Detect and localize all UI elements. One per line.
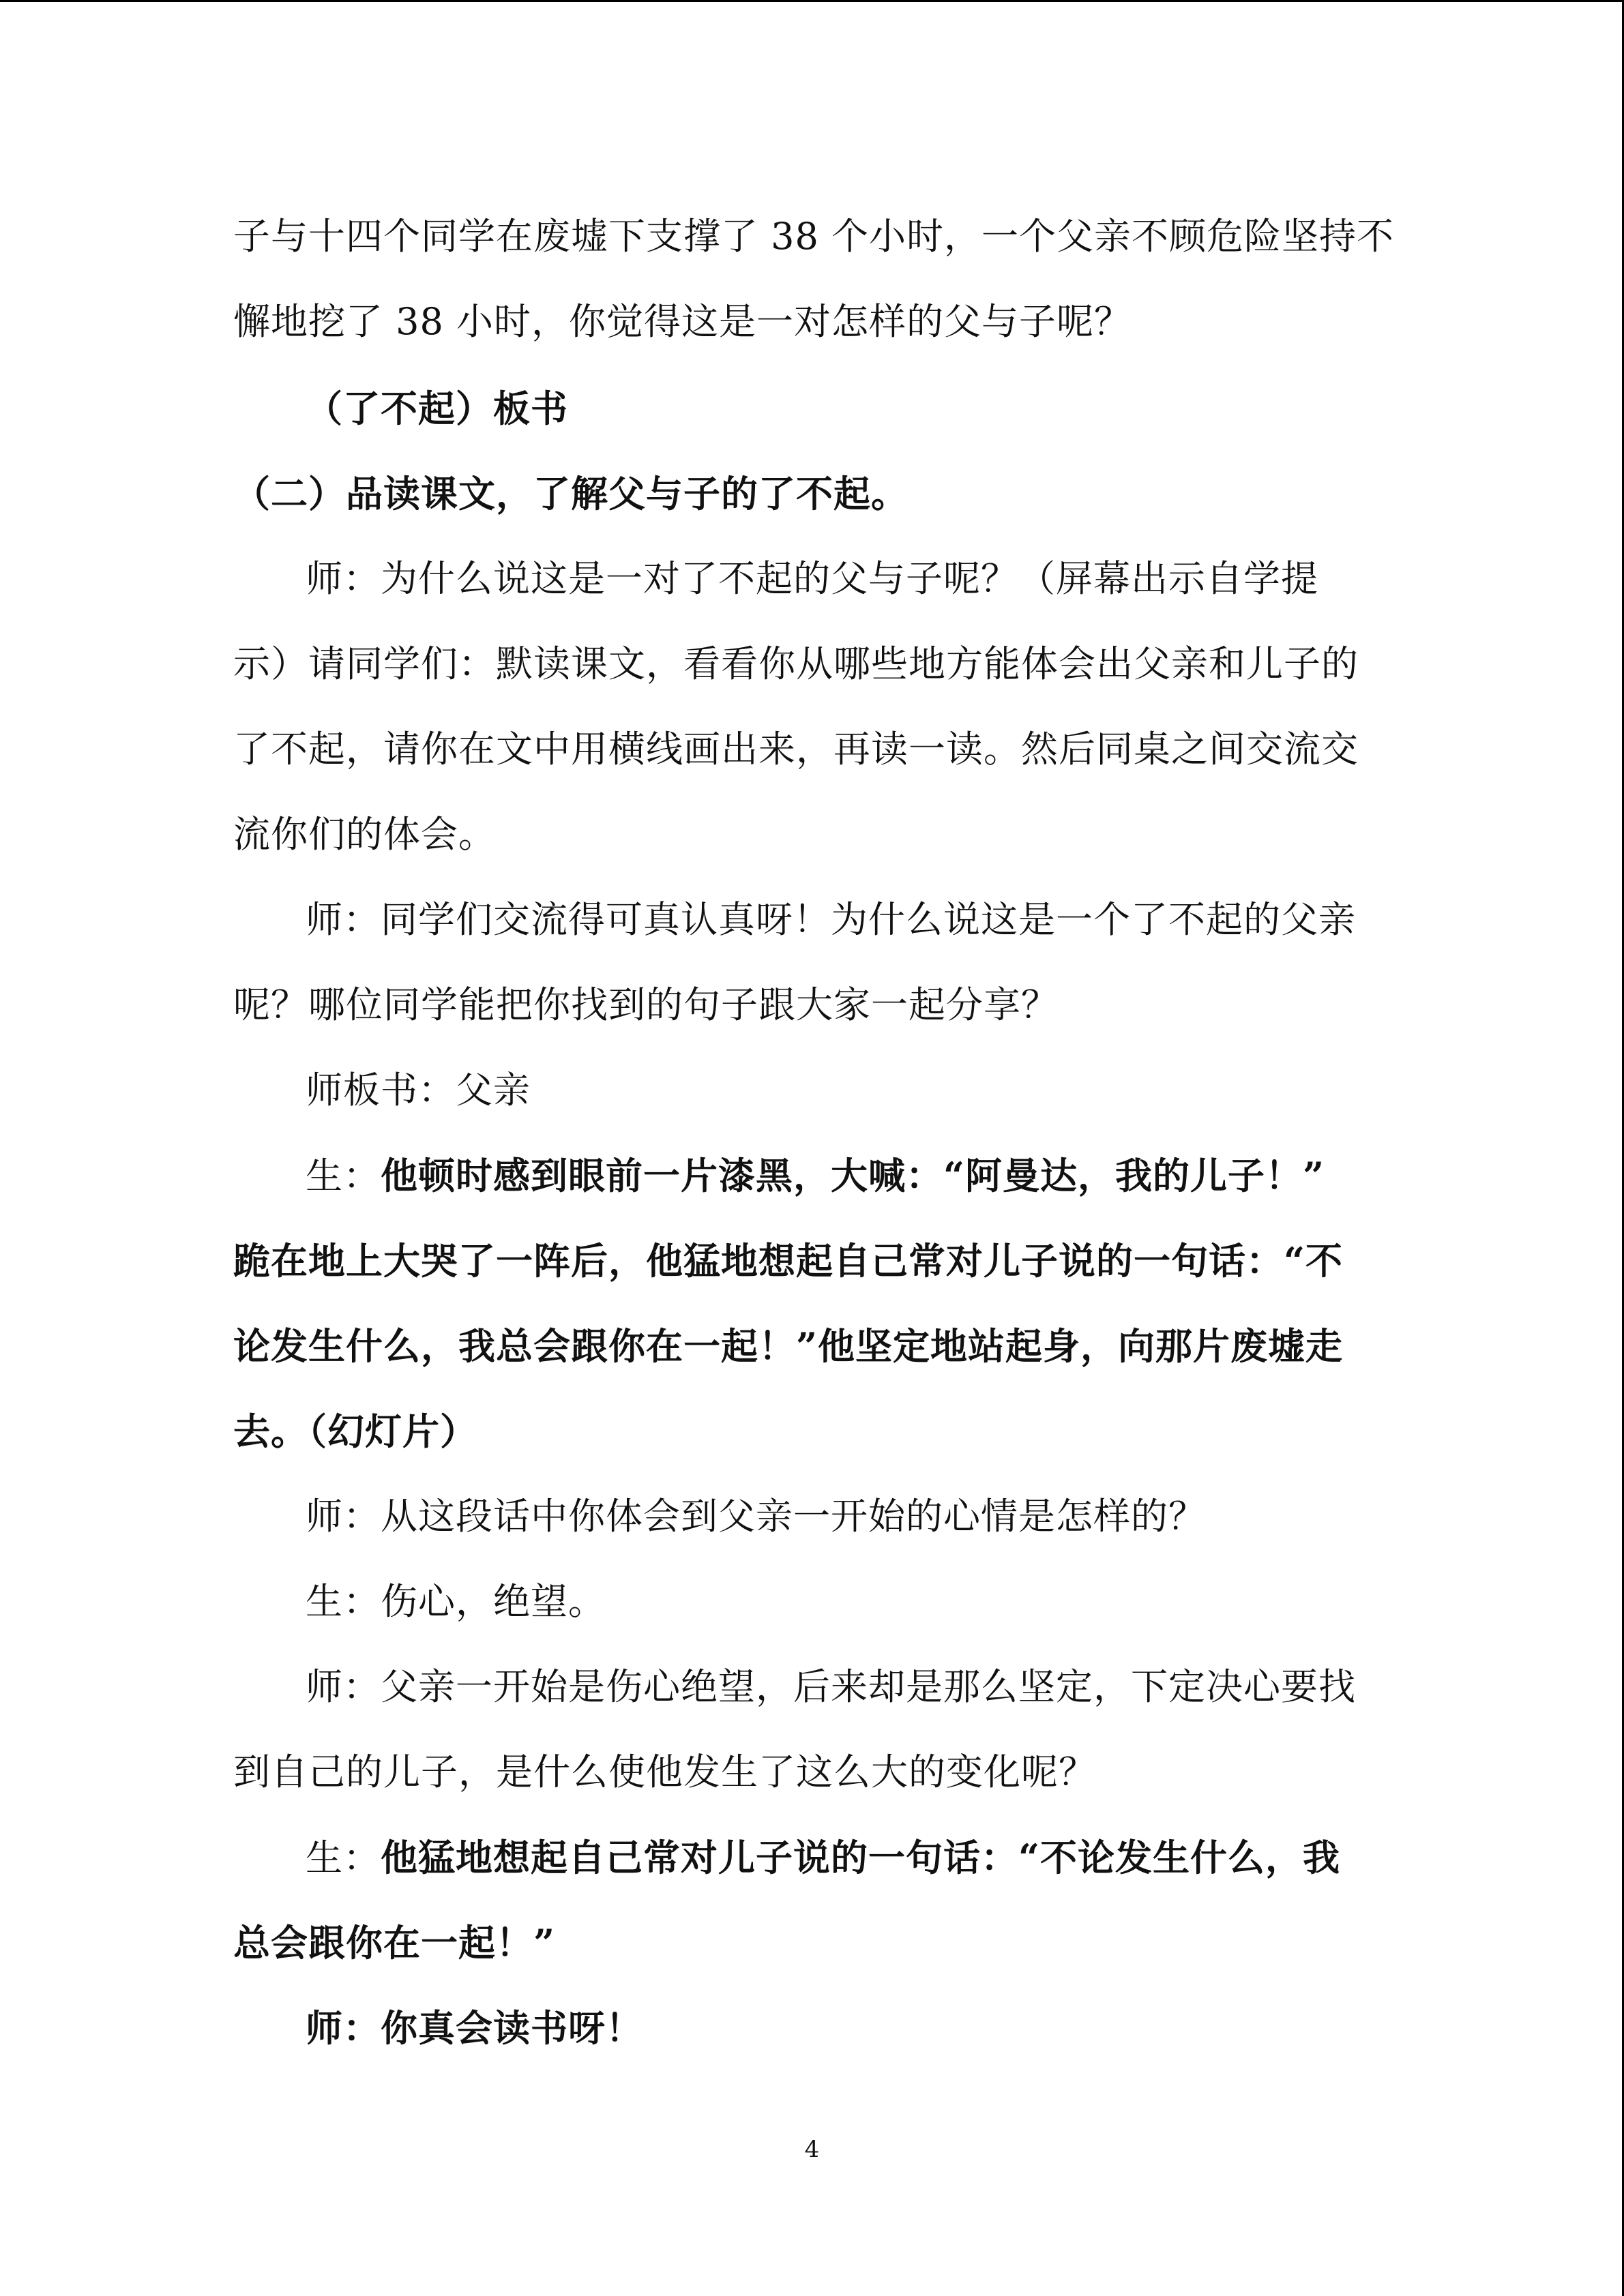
student-quote-line-2: 跪在地上大哭了一阵后，他猛地想起自己常对儿子说的一句话：“不 xyxy=(233,1239,1344,1283)
body-line-9: 师：同学们交流得可真认真呀！为什么说这是一个了不起的父亲 xyxy=(306,898,1356,941)
body-line-17: 生：伤心，绝望。 xyxy=(306,1580,606,1623)
answer-text: 他猛地想起自己常对儿子说的一句话：“不论发生什么，我 xyxy=(381,1836,1341,1879)
body-line-16: 师：从这段话中你体会到父亲一开始的心情是怎样的？ xyxy=(306,1495,1206,1538)
page-number: 4 xyxy=(804,2136,820,2163)
section-heading: （二）品读课文，了解父与子的了不起。 xyxy=(233,472,909,516)
body-line-18: 师：父亲一开始是伤心绝望，后来却是那么坚定，下定决心要找 xyxy=(306,1665,1356,1708)
body-line-8: 流你们的体会。 xyxy=(233,813,496,856)
student-answer-line-2: 总会跟你在一起！” xyxy=(233,1921,556,1965)
speaker-label: 生： xyxy=(306,1154,381,1197)
blackboard-note: （了不起）板书 xyxy=(306,387,568,430)
body-line-2: 懈地挖了 38 小时，你觉得这是一对怎样的父与子呢？ xyxy=(233,300,1132,343)
blackboard-father: 师板书：父亲 xyxy=(306,1069,531,1112)
body-line-19: 到自己的儿子，是什么使他发生了这么大的变化呢？ xyxy=(233,1750,1096,1793)
student-quote-line-4: 去。（幻灯片） xyxy=(233,1410,477,1453)
body-line-5: 师：为什么说这是一对了不起的父与子呢？（屏幕出示自学提 xyxy=(306,557,1318,600)
teacher-praise: 师：你真会读书呀！ xyxy=(306,2006,643,2050)
student-answer-line-1 xyxy=(306,1833,1393,1883)
body-line-6: 示）请同学们：默读课文，看看你从哪些地方能体会出父亲和儿子的 xyxy=(233,642,1359,685)
student-quote-line-3: 论发生什么，我总会跟你在一起！”他坚定地站起身，向那片废墟走 xyxy=(233,1324,1344,1368)
body-line-1: 子与十四个同学在废墟下支撑了 38 个小时，一个父亲不顾危险坚持不 xyxy=(233,215,1395,258)
student-quote-line-1 xyxy=(306,1151,1393,1201)
quote-text: 他顿时感到眼前一片漆黑，大喊：“阿曼达，我的儿子！” xyxy=(381,1154,1325,1197)
speaker-label: 生： xyxy=(306,1836,381,1879)
body-line-7: 了不起，请你在文中用横线画出来，再读一读。然后同桌之间交流交 xyxy=(233,728,1359,771)
top-border-line xyxy=(0,0,1624,2)
body-line-10: 呢？哪位同学能把你找到的句子跟大家一起分享？ xyxy=(233,983,1059,1026)
